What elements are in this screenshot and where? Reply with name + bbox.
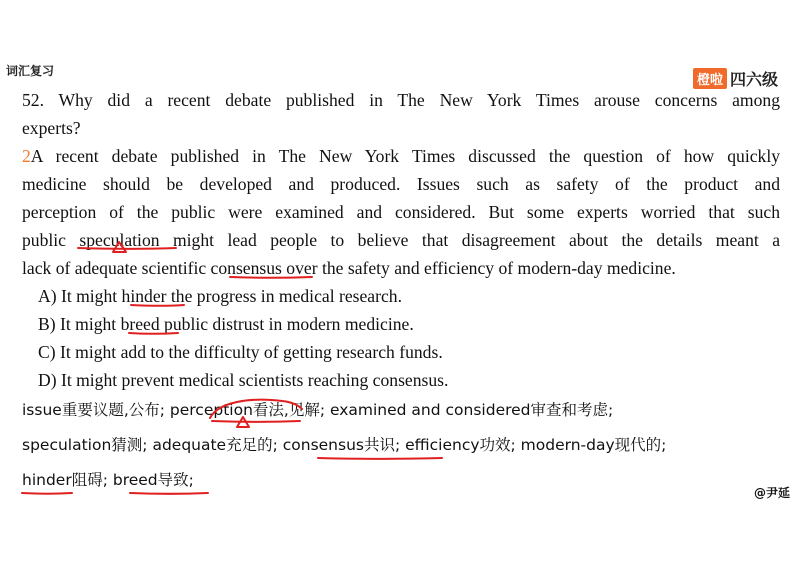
brand-text: 四六级 — [729, 70, 778, 89]
option-d: D) It might prevent medical scientists reaching consensus. — [38, 370, 449, 390]
passage-line-2: medicine should be developed and produced. Issues such as safety of the product and — [22, 174, 780, 194]
vocab-line-2: speculation猜测; adequate充足的; consensus共识; efficiency功效; modern-day现代的; — [22, 436, 667, 454]
option-b: B) It might breed public distrust in modern medicine. — [38, 314, 414, 334]
option-a: A) It might hinder the progress in medical research. — [38, 286, 402, 306]
passage-line-1 — [22, 142, 780, 170]
passage-line-4: public speculation might lead people to believe that disagreement about the details meant a — [22, 230, 780, 250]
question-line-1: 52. Why did a recent debate published in The New York Times arouse concerns among — [22, 90, 780, 110]
vocab-line-1: issue重要议题,公布; perception看法,见解; examined and considered审查和考虑; — [22, 401, 614, 419]
author-credit: @尹延 — [753, 486, 790, 500]
passage-text: A recent debate published in The New York Times discussed the question of how quickly — [30, 146, 780, 166]
paragraph-marker: 2 — [22, 146, 31, 166]
passage-line-3: perception of the public were examined and considered. But some experts worried that such — [22, 202, 780, 222]
section-label: 词汇复习 — [6, 64, 55, 78]
option-c: C) It might add to the difficulty of getting research funds. — [38, 342, 443, 362]
vocab-line-3: hinder阻碍; breed导致; — [22, 471, 194, 489]
passage-line-5: lack of adequate scientific consensus over the safety and efficiency of modern-day medicine. — [22, 258, 676, 278]
brand-badge: 橙啦 — [693, 68, 727, 89]
question-line-2: experts? — [22, 118, 81, 138]
